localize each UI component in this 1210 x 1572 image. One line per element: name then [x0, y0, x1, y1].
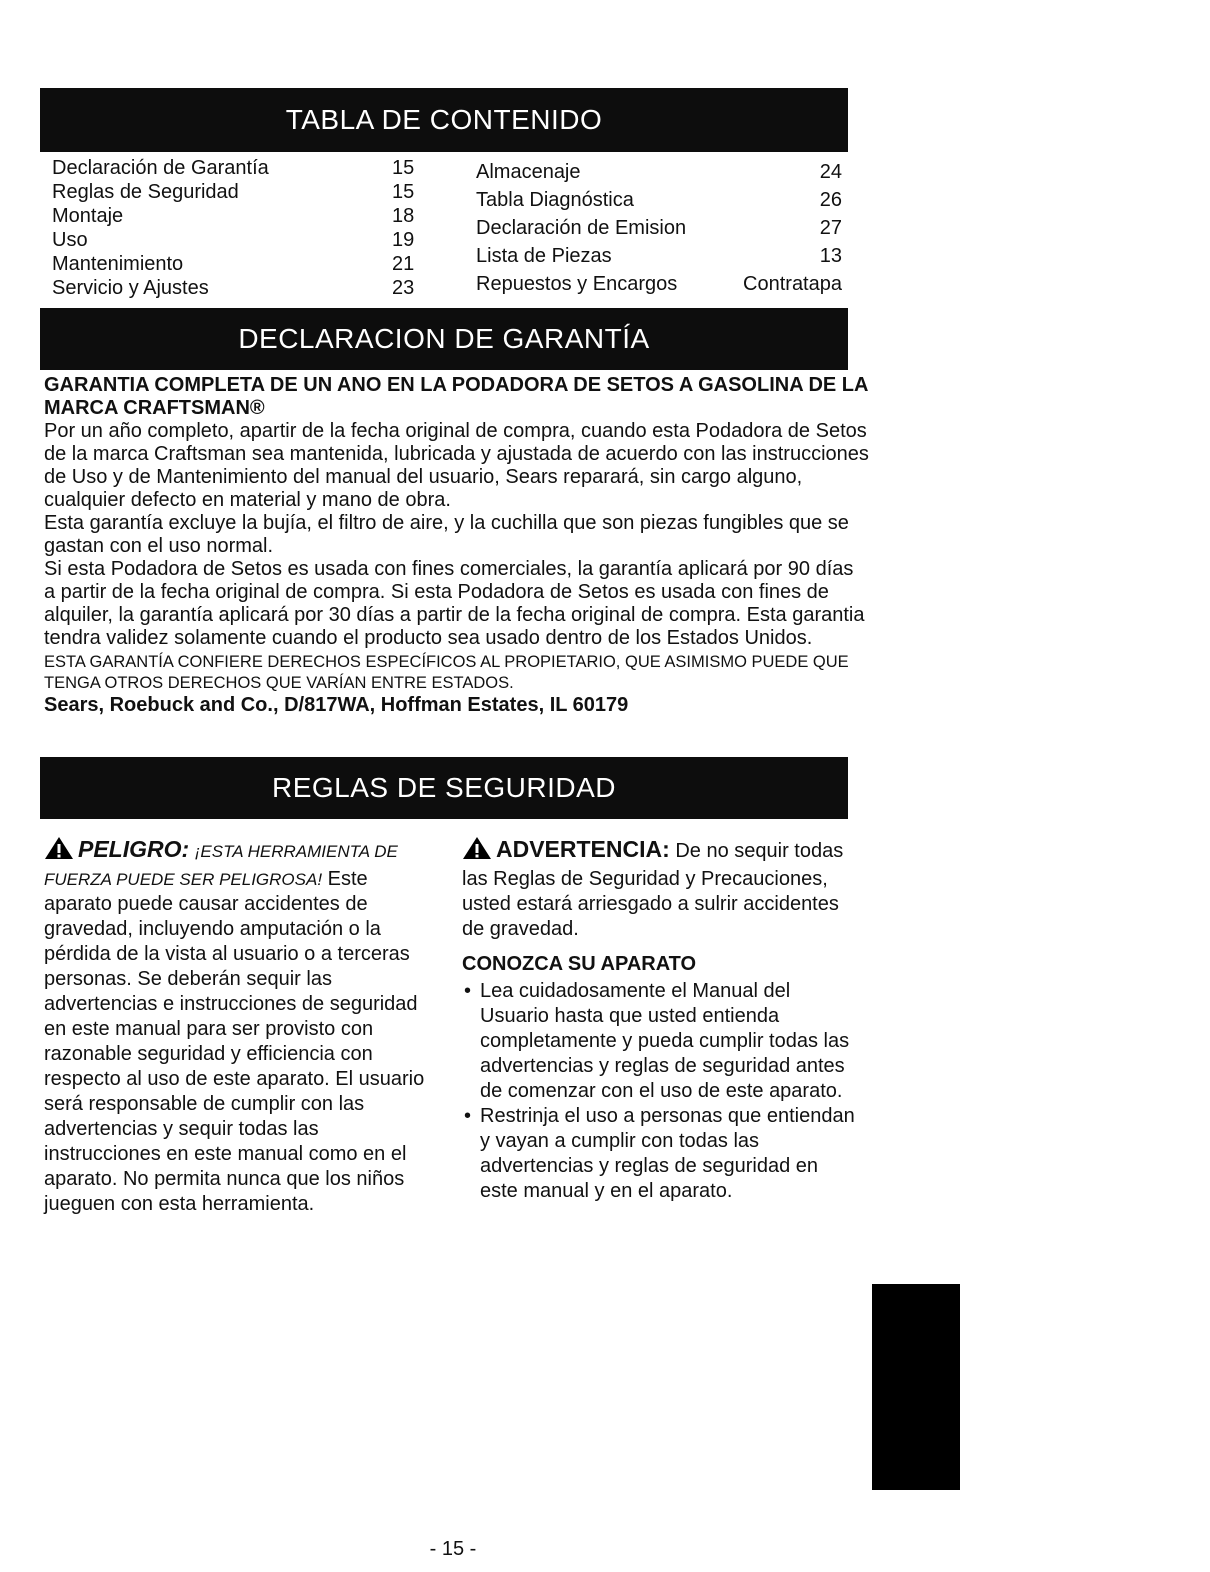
toc-entry-page: 15 [392, 157, 415, 179]
warning-block [462, 836, 860, 942]
toc-entry-page: 18 [392, 205, 415, 227]
warning-body: De no sequir todas las Reglas de Seguridad y Precauciones, usted estará arriesgado a sulrir accidentes de gravedad. [462, 840, 844, 940]
danger-body: Este aparato puede causar accidentes de gravedad, incluyendo amputación o la pérdida de la vista al usuario o a terceras personas. Se deberán sequir las advertencias e instrucciones de seguridad en este manual para ser provisto con razonable seguridad y efficiencia con respecto al uso de este aparato. El usuario será responsable de cumplir con las advertencias y sequir todas las instrucciones en este manual como en el aparato. No permita nunca que los niños jueguen con esta herramienta. [44, 868, 425, 1215]
toc-row [52, 228, 432, 252]
toc-row [476, 186, 842, 214]
danger-subtitle: ¡ESTA HERRAMIENTA DE FUERZA PUEDE SER PELIGROSA! [44, 842, 398, 889]
toc-row [52, 180, 432, 204]
warranty-paragraph: Si esta Podadora de Setos es usada con fines comerciales, la garantía aplicará por 90 días a partir de la fecha original de compra. Si esta Podadora de Setos es usada con fines de alquiler, la garantía aplicará por 30 días a partir de la fecha original de compra. Esta garantia tendra validez solamente cuando el producto sea usado dentro de los Estados Unidos. [44, 558, 865, 649]
toc-row [476, 270, 842, 298]
warranty-paragraph: Esta garantía excluye la bujía, el filtro de aire, y la cuchilla que son piezas fungibles que se gastan con el uso normal. [44, 512, 849, 557]
know-your-tool-heading: CONOZCA SU APARATO [462, 953, 697, 975]
toc-entry-page: 19 [392, 229, 415, 251]
toc-entry-label: Declaración de Garantía [52, 157, 269, 179]
toc-row [52, 204, 432, 228]
list-item: • Restrinja el uso a personas que entiendan y vayan a cumplir con todas las advertencias y reglas de seguridad en este manual y en el aparato. [462, 1104, 860, 1204]
warranty-title-bar [40, 308, 848, 370]
list-item: • Lea cuidadosamente el Manual del Usuario hasta que usted entienda completamente y pueda cumplir todas las advertencias y reglas de seguridad antes de comenzar con el uso de este aparato. [462, 979, 860, 1104]
warning-label: ADVERTENCIA: [496, 836, 670, 862]
toc-entry-page: 23 [392, 277, 415, 299]
toc-title: TABLA DE CONTENIDO [285, 104, 603, 135]
warning-triangle-icon [44, 836, 74, 867]
toc-row [52, 156, 432, 180]
toc-entry-label: Mantenimiento [52, 253, 184, 275]
toc-row [476, 242, 842, 270]
warranty-section [44, 374, 870, 717]
toc-row [476, 214, 842, 242]
warranty-rights-notice: ESTA GARANTÍA CONFIERE DERECHOS ESPECÍFICOS AL PROPIETARIO, QUE ASIMISMO PUEDE QUE TENGA OTROS DERECHOS QUE VARÍAN ENTRE ESTADOS. [44, 653, 849, 692]
warranty-address: Sears, Roebuck and Co., D/817WA, Hoffman Estates, IL 60179 [44, 694, 629, 716]
safety-title-bar [40, 757, 848, 819]
toc-entry-label: Servicio y Ajustes [52, 277, 209, 299]
toc-entry-label: Tabla Diagnóstica [476, 189, 634, 211]
safety-bullet-list [462, 979, 860, 1204]
warning-triangle-icon [462, 836, 492, 867]
toc-title-bar [40, 88, 848, 152]
warranty-title: DECLARACION DE GARANTÍA [238, 323, 650, 354]
toc-entry-label: Almacenaje [476, 161, 581, 183]
danger-label: PELIGRO: [78, 836, 190, 862]
toc-entry-page: 26 [819, 189, 842, 211]
page-number: - 15 - [429, 1538, 477, 1560]
toc-entry-label: Reglas de Seguridad [52, 181, 239, 203]
toc-entry-label: Uso [52, 229, 88, 251]
toc-row [476, 158, 842, 186]
warranty-paragraph: Por un año completo, apartir de la fecha original de compra, cuando esta Podadora de Setos de la marca Craftsman sea mantenida, lubricada y ajustada de acuerdo con las instrucciones de Uso y de Mantenimiento del manual del usuario, Sears reparará, sin cargo alguno, cualquier defecto en material y mano de obra. [44, 420, 869, 511]
toc-left-column [52, 156, 432, 300]
toc-entry-page: 27 [819, 217, 842, 239]
toc-row [52, 252, 432, 276]
toc-entry-label: Declaración de Emision [476, 217, 687, 239]
warranty-heading: GARANTIA COMPLETA DE UN ANO EN LA PODADORA DE SETOS A GASOLINA DE LA MARCA CRAFTSMAN® [44, 374, 868, 419]
toc-entry-page: 13 [819, 245, 842, 267]
warning-column [462, 836, 860, 1204]
toc-right-column [476, 158, 842, 298]
toc-entry-label: Montaje [52, 205, 124, 227]
toc-entry-page: Contratapa [743, 273, 842, 295]
toc-entry-page: 24 [819, 161, 842, 183]
toc-entry-page: 21 [392, 253, 415, 275]
toc-entry-label: Repuestos y Encargos [476, 273, 678, 295]
safety-title: REGLAS DE SEGURIDAD [271, 772, 617, 803]
danger-column [44, 836, 439, 1217]
toc-entry-label: Lista de Piezas [476, 245, 612, 267]
toc-row [52, 276, 432, 300]
section-edge-tab [872, 1284, 960, 1490]
toc-entry-page: 15 [392, 181, 415, 203]
